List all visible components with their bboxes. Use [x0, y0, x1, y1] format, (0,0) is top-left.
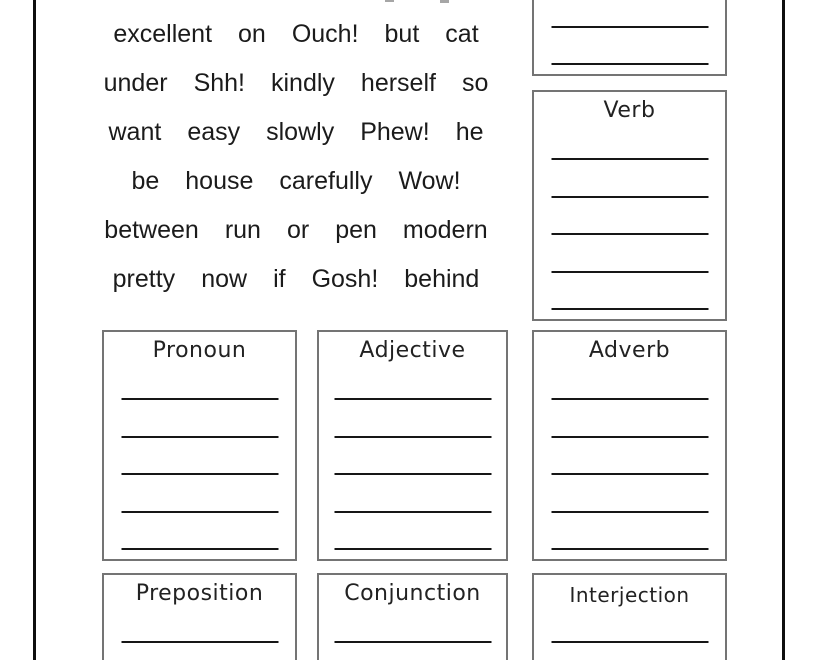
write-on-line [121, 641, 278, 643]
interjection-box [532, 573, 727, 660]
word-bank [60, 10, 532, 304]
pronoun-box-label: Pronoun [152, 338, 247, 363]
word-bank-row [60, 206, 532, 255]
verb-box-label: Verb [603, 98, 656, 123]
word-bank-word: now [201, 265, 248, 293]
word-bank-row [60, 59, 532, 108]
page-border-left [33, 0, 36, 660]
word-bank-word: excellent [113, 20, 213, 48]
page-border-right [782, 0, 785, 660]
word-bank-word: want [108, 118, 162, 146]
write-on-line [551, 26, 708, 28]
word-bank-row [60, 10, 532, 59]
word-bank-row [60, 157, 532, 206]
word-bank-word: modern [402, 216, 488, 244]
word-bank-word: or [286, 216, 310, 244]
word-bank-word: he [455, 118, 484, 146]
word-bank-word: but [384, 20, 420, 48]
word-bank-row [60, 108, 532, 157]
write-on-line [334, 473, 491, 475]
write-on-line [551, 158, 708, 160]
word-bank-word: behind [404, 265, 480, 293]
write-on-line [551, 271, 708, 273]
word-bank-word: easy [187, 118, 241, 146]
adjective-box-label: Adjective [359, 338, 466, 363]
write-on-line [334, 511, 491, 513]
word-bank-word: Shh! [193, 69, 245, 97]
write-on-line [334, 398, 491, 400]
word-bank-word: house [185, 167, 254, 195]
write-on-line [121, 473, 278, 475]
word-bank-word: pretty [112, 265, 176, 293]
write-on-line [551, 398, 708, 400]
preposition-box [102, 573, 297, 660]
adverb-box-label: Adverb [588, 338, 671, 363]
interjection-box-label: Interjection [569, 583, 690, 607]
word-bank-word: Ouch! [291, 20, 359, 48]
write-on-line [334, 548, 491, 550]
write-on-line [551, 63, 708, 65]
write-on-line [551, 641, 708, 643]
word-bank-word: be [131, 167, 160, 195]
write-on-line [551, 436, 708, 438]
preposition-box-label: Preposition [135, 581, 264, 606]
word-bank-word: on [238, 20, 266, 48]
cut-off-sort-box [532, 0, 727, 76]
word-bank-word: between [104, 216, 199, 244]
word-bank-word: kindly [271, 69, 335, 97]
word-bank-word: if [273, 265, 286, 293]
write-on-line [121, 511, 278, 513]
write-on-line [334, 436, 491, 438]
adverb-box [532, 330, 727, 561]
write-on-line [121, 548, 278, 550]
word-bank-row [60, 255, 532, 304]
write-on-line [334, 641, 491, 643]
word-bank-word: Gosh! [311, 265, 379, 293]
word-bank-word: pen [335, 216, 377, 244]
write-on-line [551, 511, 708, 513]
write-on-line [551, 196, 708, 198]
word-bank-word: carefully [279, 167, 373, 195]
verb-box [532, 90, 727, 321]
cropped-title-remnant [440, 0, 449, 3]
conjunction-box-label: Conjunction [344, 581, 481, 606]
write-on-line [551, 548, 708, 550]
word-bank-word: run [224, 216, 261, 244]
write-on-line [551, 308, 708, 310]
word-bank-word: slowly [266, 118, 335, 146]
word-bank-word: cat [445, 20, 479, 48]
word-bank-word: Phew! [360, 118, 430, 146]
pronoun-box [102, 330, 297, 561]
word-bank-word: Wow! [398, 167, 461, 195]
write-on-line [121, 436, 278, 438]
write-on-line [551, 233, 708, 235]
cropped-title-remnant [385, 0, 394, 2]
write-on-line [121, 398, 278, 400]
write-on-line [551, 473, 708, 475]
word-bank-word: herself [360, 69, 436, 97]
adjective-box [317, 330, 508, 561]
word-bank-word: under [103, 69, 168, 97]
conjunction-box [317, 573, 508, 660]
word-bank-word: so [461, 69, 489, 97]
